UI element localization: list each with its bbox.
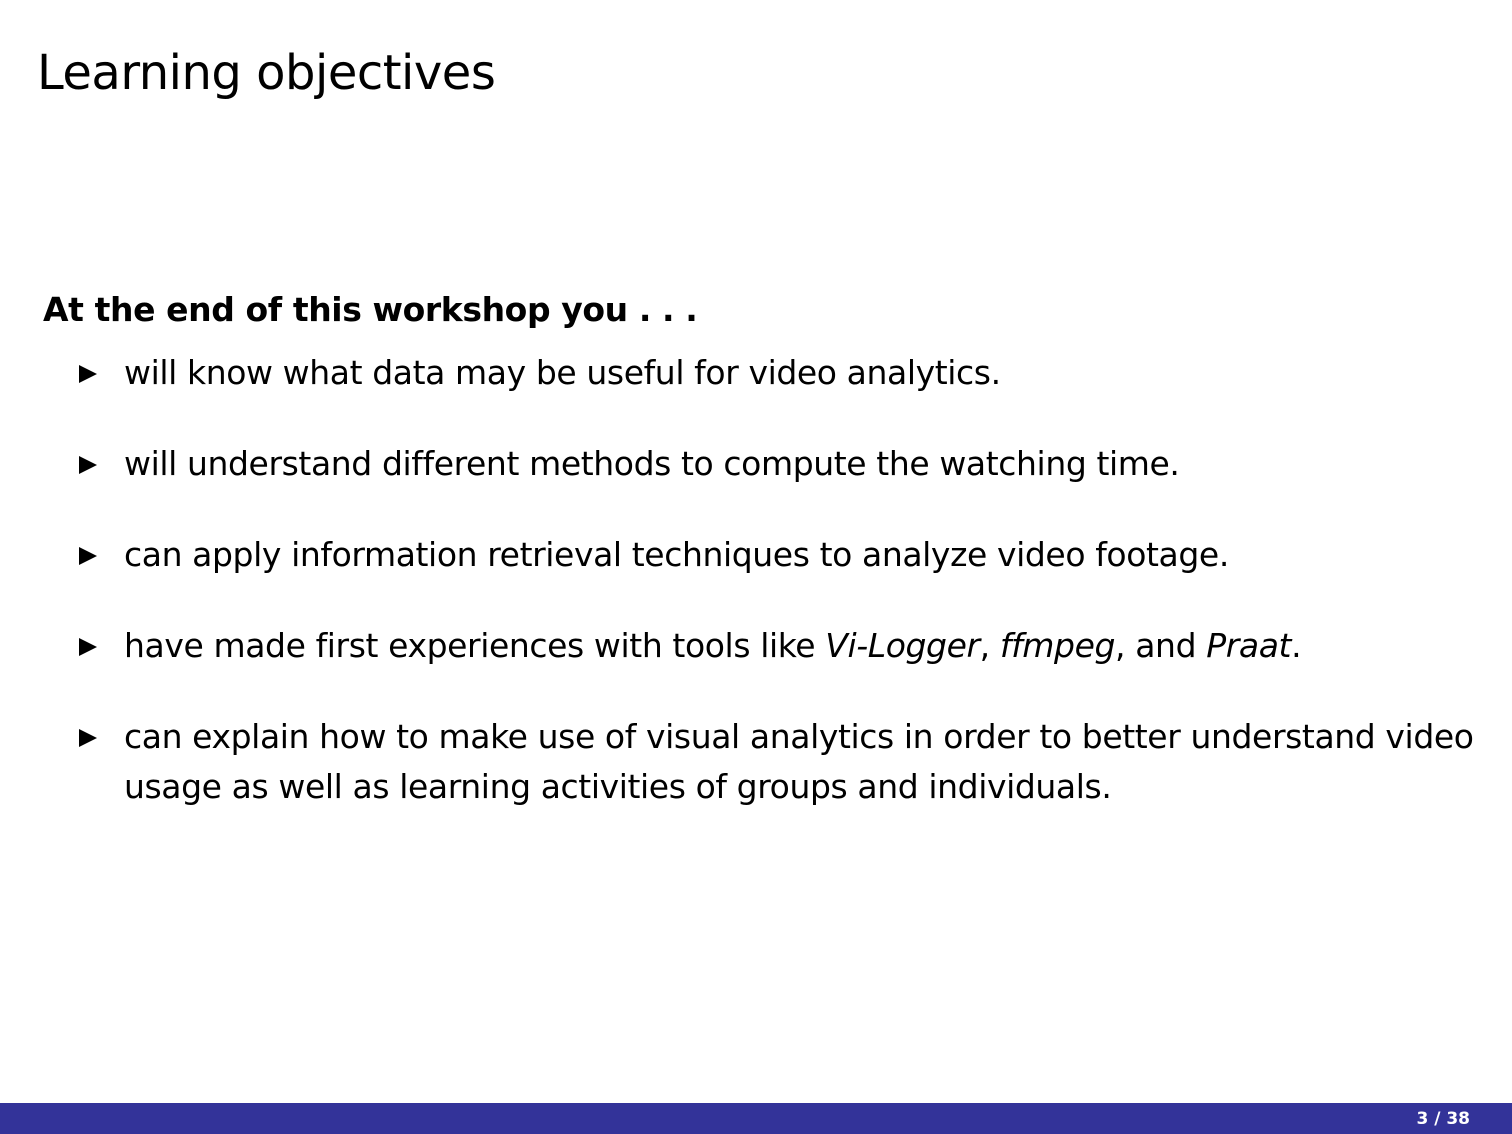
page-number: [1416, 1108, 1470, 1130]
tool-name-praat: Praat: [1206, 626, 1292, 665]
list-item-prefix: have made first experiences with tools like: [124, 626, 826, 665]
list-item: [43, 348, 1483, 398]
block-heading: At the end of this workshop you . . .: [43, 290, 698, 329]
list-item-text: can explain how to make use of visual analytics in order to better understand video usage as well as learning activities of groups and individuals.: [124, 717, 1474, 806]
page-total: 38: [1446, 1109, 1470, 1129]
tool-name-vi-logger: Vi-Logger: [825, 626, 980, 665]
list-item-separator: ,: [979, 626, 1000, 665]
list-item: [43, 530, 1483, 580]
objectives-block: [43, 286, 1483, 812]
triangle-right-icon: [79, 638, 97, 656]
page-current: 3: [1416, 1109, 1429, 1129]
list-item: [43, 439, 1483, 489]
list-item-text: [124, 621, 1483, 671]
tool-name-ffmpeg: ffmpeg: [999, 626, 1116, 665]
list-item-separator: , and: [1115, 626, 1207, 665]
triangle-right-icon: [79, 365, 97, 383]
footer-bar: [0, 1103, 1512, 1134]
list-item-text: can apply information retrieval techniques to analyze video footage.: [124, 535, 1229, 574]
list-item: [43, 712, 1483, 812]
triangle-right-icon: [79, 547, 97, 565]
list-item: [43, 621, 1483, 671]
triangle-right-icon: [79, 729, 97, 747]
slide-title: Learning objectives: [37, 45, 496, 101]
list-item-suffix: .: [1291, 626, 1302, 665]
page-separator: /: [1428, 1109, 1447, 1129]
list-item-text: will understand different methods to compute the watching time.: [124, 444, 1180, 483]
list-item-text: will know what data may be useful for video analytics.: [124, 353, 1001, 392]
objectives-list: [43, 348, 1483, 812]
triangle-right-icon: [79, 456, 97, 474]
